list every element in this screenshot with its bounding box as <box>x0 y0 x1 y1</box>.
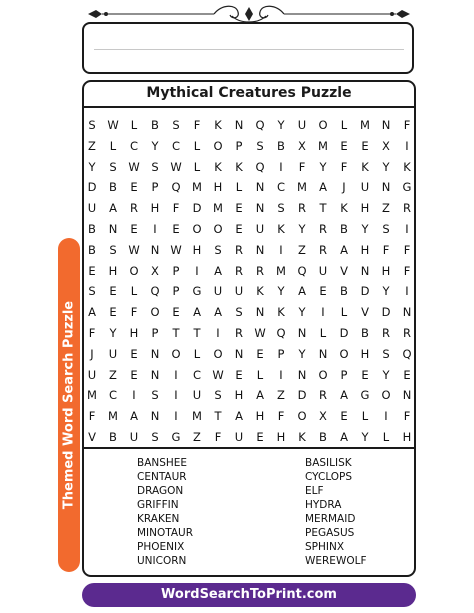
grid-letter: S <box>214 242 222 257</box>
puzzle-card <box>82 80 416 577</box>
grid-letter: R <box>319 388 327 403</box>
name-line <box>94 49 404 50</box>
grid-letter: I <box>279 159 283 174</box>
grid-letter: D <box>297 388 307 403</box>
grid-letter: E <box>361 367 369 382</box>
grid-letter: X <box>382 138 390 153</box>
grid-letter: E <box>172 305 180 320</box>
grid-letter: L <box>109 138 117 153</box>
grid-letter: Z <box>277 388 285 403</box>
grid-letter: O <box>171 346 181 361</box>
grid-letter: Z <box>88 138 96 153</box>
grid-letter: U <box>129 430 139 444</box>
grid-letter: N <box>318 346 328 361</box>
grid-letter: E <box>172 222 180 236</box>
grid-letter: N <box>255 242 265 257</box>
grid-letter: V <box>88 430 96 444</box>
grid-letter: N <box>150 409 160 424</box>
grid-letter: H <box>402 430 412 444</box>
grid-letter: F <box>193 118 201 132</box>
grid-letter: F <box>172 201 180 216</box>
grid-letter: A <box>214 263 222 278</box>
grid-letter: N <box>381 180 391 195</box>
grid-letter: F <box>88 409 96 424</box>
grid-letter: O <box>213 138 223 153</box>
grid-letter: L <box>193 138 201 153</box>
grid-letter: I <box>174 388 178 403</box>
grid-letter: T <box>193 326 201 340</box>
grid-letter: L <box>130 284 138 299</box>
grid-letter: S <box>382 346 390 361</box>
grid-letter: L <box>193 159 201 174</box>
grid-letter: D <box>360 284 370 299</box>
grid-letter: K <box>214 159 222 174</box>
grid-letter: A <box>193 305 201 320</box>
grid-letter: Y <box>382 159 390 174</box>
grid-letter: E <box>130 180 138 195</box>
grid-letter: R <box>382 326 390 340</box>
grid-letter: H <box>360 201 370 216</box>
grid-letter: Y <box>88 159 96 174</box>
grid-letter: L <box>340 118 348 132</box>
grid-letter: Y <box>361 430 369 444</box>
grid-letter: O <box>297 409 307 424</box>
word-list-item: KRAKEN <box>137 513 180 525</box>
grid-letter: H <box>276 430 286 444</box>
grid-letter: I <box>216 326 220 340</box>
grid-letter: Y <box>298 305 306 320</box>
grid-letter: Y <box>277 118 285 132</box>
grid-letter: R <box>319 242 327 257</box>
grid-letter: Q <box>297 263 307 278</box>
grid-letter: E <box>109 284 117 299</box>
grid-letter: N <box>402 305 412 320</box>
grid-letter: E <box>340 138 348 153</box>
grid-letter: C <box>276 180 286 195</box>
word-list-item: CENTAUR <box>137 471 187 483</box>
grid-letter: X <box>151 263 159 278</box>
grid-letter: Y <box>298 346 306 361</box>
grid-letter: H <box>234 388 244 403</box>
grid-letter: E <box>109 305 117 320</box>
grid-letter: S <box>256 138 264 153</box>
grid-letter: F <box>382 242 390 257</box>
grid-letter: W <box>128 242 140 257</box>
grid-letter: E <box>256 430 264 444</box>
grid-letter: R <box>235 326 243 340</box>
grid-letter: A <box>319 180 327 195</box>
grid-letter: I <box>279 367 283 382</box>
grid-letter: U <box>234 284 244 299</box>
grid-letter: R <box>298 201 306 216</box>
grid-letter: M <box>192 180 202 195</box>
grid-letter: A <box>256 388 264 403</box>
grid-letter: B <box>277 138 285 153</box>
grid-letter: G <box>171 430 181 444</box>
grid-letter: F <box>277 409 285 424</box>
grid-letter: Z <box>382 201 390 216</box>
grid-letter: P <box>151 326 159 340</box>
grid-letter: F <box>214 430 222 444</box>
grid-letter: U <box>192 388 202 403</box>
grid-letter: Q <box>171 180 181 195</box>
grid-letter: M <box>192 409 202 424</box>
grid-letter: O <box>318 367 328 382</box>
grid-letter: L <box>319 326 327 340</box>
grid-letter: L <box>382 430 390 444</box>
grid-letter: S <box>88 118 96 132</box>
grid-letter: Q <box>276 326 286 340</box>
grid-letter: I <box>132 388 136 403</box>
grid-letter: A <box>109 201 117 216</box>
grid-letter: U <box>213 284 223 299</box>
grid-letter: N <box>360 263 370 278</box>
grid-letter: O <box>339 346 349 361</box>
grid-letter: E <box>403 367 411 382</box>
grid-letter: Y <box>382 284 390 299</box>
grid-letter: M <box>297 180 307 195</box>
grid-letter: L <box>130 118 138 132</box>
grid-letter: N <box>255 180 265 195</box>
page-title: Mythical Creatures Puzzle <box>146 85 352 101</box>
grid-letter: S <box>151 388 159 403</box>
grid-letter: O <box>213 346 223 361</box>
grid-letter: L <box>235 180 243 195</box>
grid-letter: H <box>381 263 391 278</box>
grid-letter: Z <box>193 430 201 444</box>
grid-letter: Y <box>109 326 117 340</box>
grid-letter: S <box>109 242 117 257</box>
grid-letter: S <box>277 201 285 216</box>
word-list <box>84 449 414 577</box>
grid-letter: S <box>235 305 243 320</box>
grid-letter: R <box>130 201 138 216</box>
grid-letter: S <box>151 159 159 174</box>
grid-letter: A <box>340 388 348 403</box>
grid-letter: N <box>381 118 391 132</box>
grid-letter: Z <box>109 367 117 382</box>
grid-letter: O <box>150 305 160 320</box>
grid-letter: N <box>150 346 160 361</box>
grid-letter: E <box>235 201 243 216</box>
grid-letter: H <box>129 326 139 340</box>
grid-letter: D <box>192 201 202 216</box>
side-tab-label: Themed Word Search Puzzle <box>61 300 77 510</box>
word-list-item: UNICORN <box>137 555 187 567</box>
grid-letter: I <box>195 263 199 278</box>
grid-letter: I <box>405 138 409 153</box>
name-box <box>82 22 414 74</box>
grid-letter: R <box>403 326 411 340</box>
grid-letter: K <box>277 305 285 320</box>
grid-letter: L <box>361 409 369 424</box>
grid-letter: Y <box>361 222 369 236</box>
grid-letter: K <box>235 159 243 174</box>
grid-letter: H <box>213 180 223 195</box>
grid-letter: W <box>170 159 182 174</box>
grid-letter: Y <box>298 222 306 236</box>
grid-letter: I <box>405 284 409 299</box>
grid-letter: O <box>318 118 328 132</box>
grid-letter: F <box>88 326 96 340</box>
grid-letter: A <box>340 430 348 444</box>
grid-letter: A <box>235 409 243 424</box>
grid-letter: R <box>403 201 411 216</box>
grid-letter: C <box>192 367 202 382</box>
grid-letter: E <box>235 367 243 382</box>
grid-letter: A <box>130 409 138 424</box>
grid-letter: M <box>87 388 97 403</box>
grid-letter: B <box>361 326 369 340</box>
grid-letter: D <box>339 326 349 340</box>
word-list-item: PHOENIX <box>137 541 185 553</box>
grid-letter: A <box>214 305 222 320</box>
grid-letter: E <box>130 367 138 382</box>
grid-letter: M <box>318 138 328 153</box>
grid-letter: P <box>340 367 348 382</box>
word-list-item: ELF <box>305 485 324 497</box>
grid-letter: R <box>235 263 243 278</box>
grid-letter: J <box>342 180 346 195</box>
grid-letter: B <box>319 430 327 444</box>
grid-letter: D <box>87 180 97 195</box>
grid-letter: P <box>235 138 243 153</box>
grid-letter: S <box>151 430 159 444</box>
grid-letter: T <box>172 326 180 340</box>
grid-letter: U <box>360 180 370 195</box>
word-list-item: DRAGON <box>137 485 184 497</box>
grid-letter: W <box>254 326 266 340</box>
letter-grid <box>84 108 414 447</box>
grid-letter: T <box>214 409 222 424</box>
grid-letter: M <box>213 201 223 216</box>
grid-letter: N <box>255 201 265 216</box>
grid-letter: H <box>360 346 370 361</box>
grid-letter: H <box>360 242 370 257</box>
grid-letter: P <box>172 263 180 278</box>
grid-letter: F <box>403 242 411 257</box>
grid-letter: W <box>170 242 182 257</box>
grid-letter: F <box>403 409 411 424</box>
word-list-item: HYDRA <box>305 499 342 511</box>
grid-letter: S <box>214 388 222 403</box>
grid-letter: Y <box>151 138 159 153</box>
grid-letter: K <box>214 118 222 132</box>
word-list-item: SPHINX <box>305 541 345 553</box>
word-list-item: PEGASUS <box>305 527 355 539</box>
grid-letter: F <box>340 159 348 174</box>
grid-letter: N <box>234 346 244 361</box>
grid-letter: N <box>402 388 412 403</box>
grid-letter: S <box>382 222 390 236</box>
grid-letter: H <box>150 201 160 216</box>
grid-letter: H <box>192 242 202 257</box>
grid-letter: R <box>256 263 264 278</box>
grid-letter: P <box>172 284 180 299</box>
word-list-item: WEREWOLF <box>305 555 367 567</box>
grid-letter: R <box>319 222 327 236</box>
grid-letter: N <box>150 242 160 257</box>
grid-letter: I <box>153 222 157 236</box>
grid-letter: J <box>90 346 94 361</box>
grid-letter: U <box>87 201 97 216</box>
grid-letter: E <box>88 263 96 278</box>
grid-letter: L <box>256 367 264 382</box>
grid-letter: M <box>276 263 286 278</box>
word-list-item: BANSHEE <box>137 457 188 469</box>
word-list-item: CYCLOPS <box>305 471 353 483</box>
grid-letter: F <box>403 263 411 278</box>
grid-letter: O <box>213 222 223 236</box>
grid-letter: M <box>108 409 118 424</box>
grid-letter: E <box>130 222 138 236</box>
word-list-item: GRIFFIN <box>137 499 179 511</box>
grid-letter: N <box>150 367 160 382</box>
grid-letter: Q <box>150 284 160 299</box>
word-list-item: MINOTAUR <box>137 527 194 539</box>
grid-letter: A <box>298 284 306 299</box>
grid-letter: L <box>340 305 348 320</box>
grid-letter: N <box>234 118 244 132</box>
grid-letter: S <box>109 159 117 174</box>
grid-letter: B <box>109 180 117 195</box>
grid-letter: C <box>108 388 118 403</box>
grid-letter: S <box>88 284 96 299</box>
grid-letter: Q <box>255 118 265 132</box>
grid-letter: B <box>151 118 159 132</box>
grid-letter: G <box>192 284 202 299</box>
grid-letter: O <box>129 263 139 278</box>
grid-letter: B <box>109 430 117 444</box>
grid-letter: U <box>255 222 265 236</box>
grid-letter: W <box>107 118 119 132</box>
grid-letter: B <box>340 284 348 299</box>
grid-letter: N <box>297 326 307 340</box>
footer-text: WordSearchToPrint.com <box>161 587 337 602</box>
grid-letter: W <box>212 367 224 382</box>
grid-letter: H <box>108 263 118 278</box>
grid-letter: U <box>87 367 97 382</box>
side-tab <box>58 238 80 572</box>
grid-letter: U <box>108 346 118 361</box>
footer-banner <box>82 583 416 607</box>
grid-letter: B <box>88 242 96 257</box>
grid-letter: E <box>130 346 138 361</box>
grid-letter: Y <box>382 367 390 382</box>
grid-letter: E <box>319 284 327 299</box>
grid-letter: I <box>384 409 388 424</box>
grid-letter: U <box>318 263 328 278</box>
grid-letter: K <box>403 159 411 174</box>
grid-letter: I <box>321 305 325 320</box>
grid-letter: I <box>174 409 178 424</box>
grid-letter: O <box>192 222 202 236</box>
grid-letter: E <box>361 138 369 153</box>
grid-letter: I <box>279 242 283 257</box>
grid-letter: F <box>403 118 411 132</box>
grid-letter: R <box>235 242 243 257</box>
grid-letter: D <box>381 305 391 320</box>
grid-letter: Y <box>319 159 327 174</box>
grid-letter: S <box>172 118 180 132</box>
grid-letter: P <box>151 180 159 195</box>
grid-letter: P <box>277 346 285 361</box>
grid-letter: E <box>256 346 264 361</box>
grid-letter: Q <box>402 346 412 361</box>
word-list-item: MERMAID <box>305 513 356 525</box>
grid-letter: C <box>129 138 139 153</box>
grid-letter: X <box>298 138 306 153</box>
grid-letter: W <box>128 159 140 174</box>
grid-letter: C <box>171 138 181 153</box>
grid-letter: G <box>360 388 370 403</box>
grid-letter: I <box>174 367 178 382</box>
grid-letter: O <box>381 388 391 403</box>
grid-letter: F <box>130 305 138 320</box>
grid-letter: X <box>319 409 327 424</box>
grid-letter: Z <box>298 242 306 257</box>
grid-letter: V <box>340 263 348 278</box>
grid-letter: K <box>361 159 369 174</box>
grid-letter: G <box>402 180 412 195</box>
word-list-item: BASILISK <box>305 457 352 469</box>
grid-letter: N <box>108 222 118 236</box>
grid-letter: H <box>255 409 265 424</box>
grid-letter: T <box>319 201 327 216</box>
grid-letter: E <box>340 409 348 424</box>
grid-letter: A <box>340 242 348 257</box>
grid-letter: K <box>340 201 348 216</box>
grid-letter: N <box>255 305 265 320</box>
grid-letter: L <box>193 346 201 361</box>
grid-letter: A <box>88 305 96 320</box>
grid-letter: U <box>297 118 307 132</box>
grid-letter: Y <box>277 284 285 299</box>
grid-letter: I <box>405 222 409 236</box>
grid-letter: E <box>235 222 243 236</box>
grid-letter: K <box>256 284 264 299</box>
grid-letter: K <box>277 222 285 236</box>
grid-letter: K <box>298 430 306 444</box>
grid-letter: M <box>360 118 370 132</box>
grid-letter: U <box>234 430 244 444</box>
grid-letter: V <box>361 305 369 320</box>
grid-letter: B <box>88 222 96 236</box>
grid-letter: F <box>298 159 306 174</box>
grid-letter: N <box>297 367 307 382</box>
grid-letter: B <box>340 222 348 236</box>
grid-letter: Q <box>255 159 265 174</box>
